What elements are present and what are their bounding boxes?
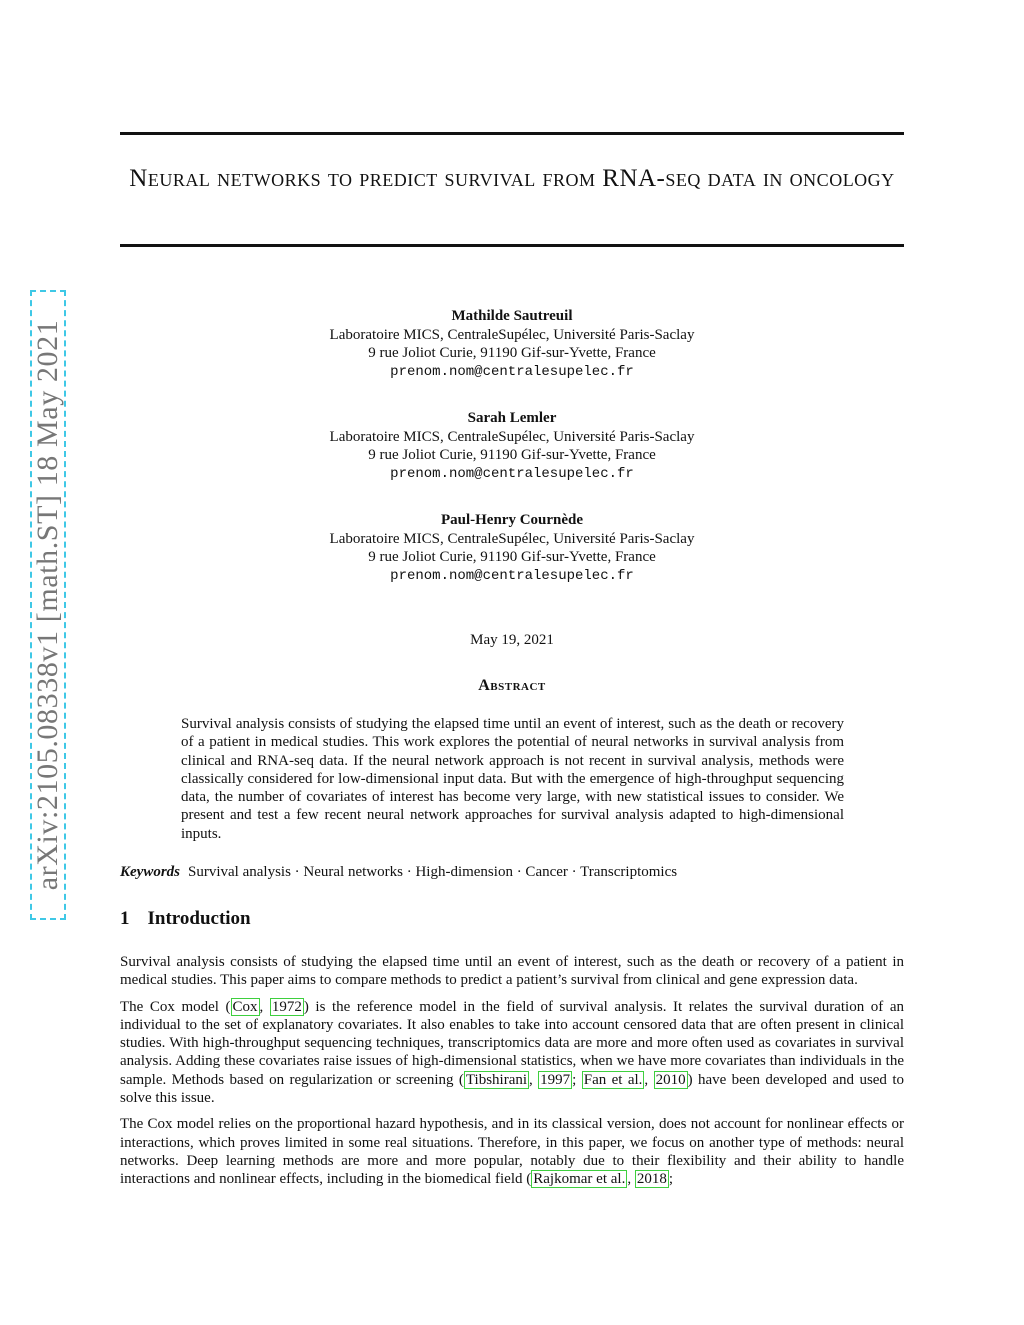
- paragraph-2: [120, 998, 904, 1108]
- text-run: ;: [668, 1171, 673, 1188]
- author-email[interactable]: prenom.nom@centralesupelec.fr: [390, 567, 634, 584]
- section-title: Introduction: [147, 908, 251, 929]
- citation-link[interactable]: Cox: [232, 998, 258, 1015]
- text-run: The Cox model (: [120, 998, 231, 1015]
- citation-link[interactable]: 1997: [540, 1071, 571, 1088]
- text-run: ) is the reference model in the field of survival analysis. It relates the survival duration of an individual to the set of explanatory covariates. It also enables to take into account censored data that are often present in clinical studies. With high-throughput sequencing techniques, transcriptomics data are more and more often used as covariates in survival analysis. Adding these covariates raise issues of high-dimensional statistics, when we have more covariates than individuals in the sample. Methods based on regularization or screening (: [120, 998, 905, 1088]
- author-name: Mathilde Sautreuil: [451, 308, 573, 324]
- author-address: 9 rue Joliot Curie, 91190 Gif-sur-Yvette, France: [368, 549, 656, 565]
- title-top-rule: [120, 132, 904, 135]
- section-heading: [120, 908, 251, 930]
- author-affiliation: Laboratoire MICS, CentraleSupélec, Université Paris-Saclay: [329, 428, 695, 445]
- author-address: 9 rue Joliot Curie, 91190 Gif-sur-Yvette, France: [368, 345, 656, 361]
- author-email[interactable]: prenom.nom@centralesupelec.fr: [390, 363, 634, 380]
- abstract-heading: Abstract: [478, 677, 546, 694]
- keywords-label: Keywords: [120, 864, 180, 880]
- citation-link[interactable]: Rajkomar et al.: [533, 1171, 626, 1188]
- citation-link[interactable]: 2010: [655, 1071, 686, 1088]
- author-block-3: [120, 511, 904, 585]
- citation-link[interactable]: Tibshirani: [465, 1071, 528, 1088]
- keywords-line: [120, 864, 904, 881]
- publication-date: May 19, 2021: [470, 632, 554, 648]
- citation-link[interactable]: Fan et al.: [583, 1071, 643, 1088]
- text-run: ,: [644, 1071, 654, 1088]
- section-number: 1: [120, 908, 130, 929]
- text-run: The Cox model relies on the proportional hazard hypothesis, and in its classical version, does not account for nonlinear effects or interactions, which proves limited in some real situations. Therefore, in this paper, we focus on another type of methods: neural networks. Deep learning methods are more and more popular, notably due to their flexibility and their ability to handle interactions and nonlinear effects, including in the biomedical field (: [120, 1116, 904, 1188]
- text-run: ;: [572, 1071, 582, 1088]
- keywords-list: Survival analysis · Neural networks · High-dimension · Cancer · Transcriptomics: [188, 864, 678, 880]
- paragraph-1: Survival analysis consists of studying the elapsed time until an event of interest, such as the death or recovery of a patient in medical studies. This paper aims to compare methods to predict a patient’s survival from clinical and gene expression data.: [120, 954, 904, 989]
- author-address: 9 rue Joliot Curie, 91190 Gif-sur-Yvette, France: [368, 447, 656, 463]
- paper-title: Neural networks to predict survival from RNA-seq data in oncology: [129, 165, 895, 192]
- paragraph-3: [120, 1115, 904, 1188]
- introduction-body: [120, 953, 904, 1197]
- author-name: Paul-Henry Cournède: [440, 512, 584, 528]
- text-run: ,: [529, 1071, 539, 1088]
- text-run: ,: [259, 998, 270, 1015]
- citation-link[interactable]: 1972: [271, 998, 302, 1015]
- author-affiliation: Laboratoire MICS, CentraleSupélec, Université Paris-Saclay: [329, 530, 695, 547]
- title-bottom-rule: [120, 244, 904, 247]
- arxiv-stamp[interactable]: arXiv:2105.08338v1 [math.ST] 18 May 2021: [31, 319, 64, 891]
- author-block-1: [120, 307, 904, 381]
- text-run: ) have been developed and used to solve this issue.: [120, 1071, 904, 1107]
- author-name: Sarah Lemler: [467, 410, 557, 426]
- abstract-text: Survival analysis consists of studying the elapsed time until an event of interest, such as the death or recovery of a patient in medical studies. This work explores the potential of neural networks in survival analysis from clinical and RNA-seq data. If the neural network approach is not recent in survival analysis, methods were classically considered for low-dimensional input data. But with the emergence of high-throughput sequencing data, the number of covariates of interest has become very large, with new statistical issues to consider. We present and test a few recent neural network approaches for survival analysis adapted to high-dimensional inputs.: [181, 716, 844, 842]
- text-run: ,: [627, 1171, 635, 1188]
- citation-link[interactable]: 2018: [636, 1171, 667, 1188]
- author-affiliation: Laboratoire MICS, CentraleSupélec, Université Paris-Saclay: [329, 326, 695, 343]
- author-email[interactable]: prenom.nom@centralesupelec.fr: [390, 465, 634, 482]
- author-block-2: [120, 409, 904, 483]
